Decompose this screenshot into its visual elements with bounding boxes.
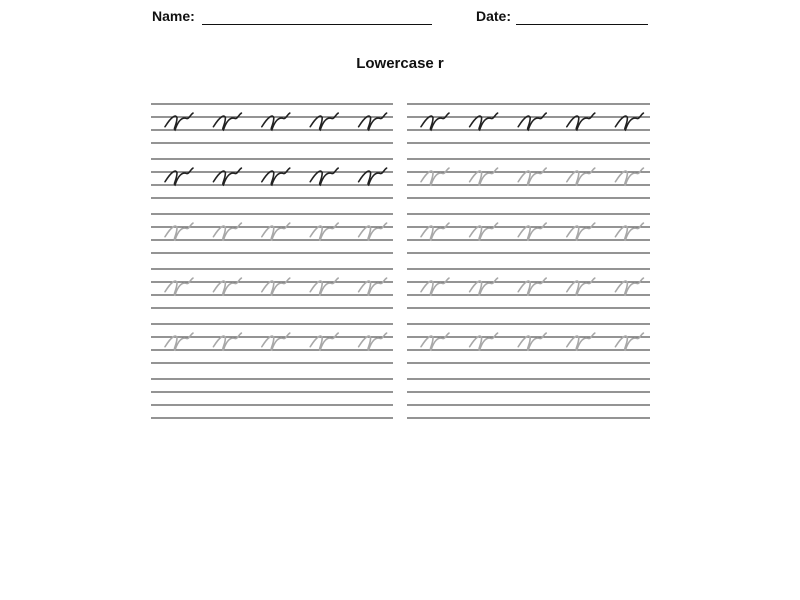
cursive-letter-r (310, 278, 338, 295)
cursive-letter-r (518, 333, 546, 350)
cursive-letter-r (567, 168, 595, 185)
cursive-letter-r (213, 223, 241, 240)
cursive-letter-r (518, 113, 546, 130)
cursive-letter-r (421, 333, 449, 350)
cursive-letter-r (359, 333, 387, 350)
cursive-letter-r (359, 113, 387, 130)
cursive-letter-r (165, 278, 193, 295)
cursive-letter-r (518, 168, 546, 185)
cursive-letter-r (262, 113, 290, 130)
cursive-letter-r (615, 113, 643, 130)
cursive-letter-r (262, 168, 290, 185)
cursive-letter-r (470, 223, 498, 240)
cursive-letter-r (359, 223, 387, 240)
cursive-letter-r (518, 223, 546, 240)
cursive-letter-r (165, 333, 193, 350)
cursive-letter-r (421, 113, 449, 130)
date-label: Date: (476, 8, 512, 24)
name-label: Name: (152, 8, 195, 24)
cursive-letter-r (421, 168, 449, 185)
cursive-letter-r (310, 168, 338, 185)
worksheet-title: Lowercase r (356, 55, 444, 72)
cursive-letter-r (567, 223, 595, 240)
cursive-letter-r (262, 223, 290, 240)
cursive-letter-r (165, 113, 193, 130)
cursive-letter-r (615, 223, 643, 240)
cursive-letter-r (213, 168, 241, 185)
cursive-letter-r (421, 223, 449, 240)
cursive-letter-r (567, 333, 595, 350)
cursive-letter-r (470, 168, 498, 185)
cursive-letter-r (470, 278, 498, 295)
cursive-letter-r (213, 278, 241, 295)
cursive-letter-r (421, 278, 449, 295)
cursive-letter-r (615, 278, 643, 295)
cursive-letter-r (470, 113, 498, 130)
cursive-letter-r (567, 278, 595, 295)
cursive-letter-r (165, 168, 193, 185)
cursive-letter-r (262, 333, 290, 350)
cursive-letter-r (615, 168, 643, 185)
cursive-letter-r (310, 333, 338, 350)
cursive-letter-r (213, 113, 241, 130)
cursive-letter-r (310, 223, 338, 240)
cursive-letter-r (518, 278, 546, 295)
cursive-letter-r (310, 113, 338, 130)
cursive-letter-r (470, 333, 498, 350)
cursive-letter-r (615, 333, 643, 350)
cursive-letter-r (213, 333, 241, 350)
cursive-letter-r (262, 278, 290, 295)
cursive-letter-r (165, 223, 193, 240)
cursive-letter-r (567, 113, 595, 130)
cursive-letter-r (359, 278, 387, 295)
cursive-letter-r (359, 168, 387, 185)
